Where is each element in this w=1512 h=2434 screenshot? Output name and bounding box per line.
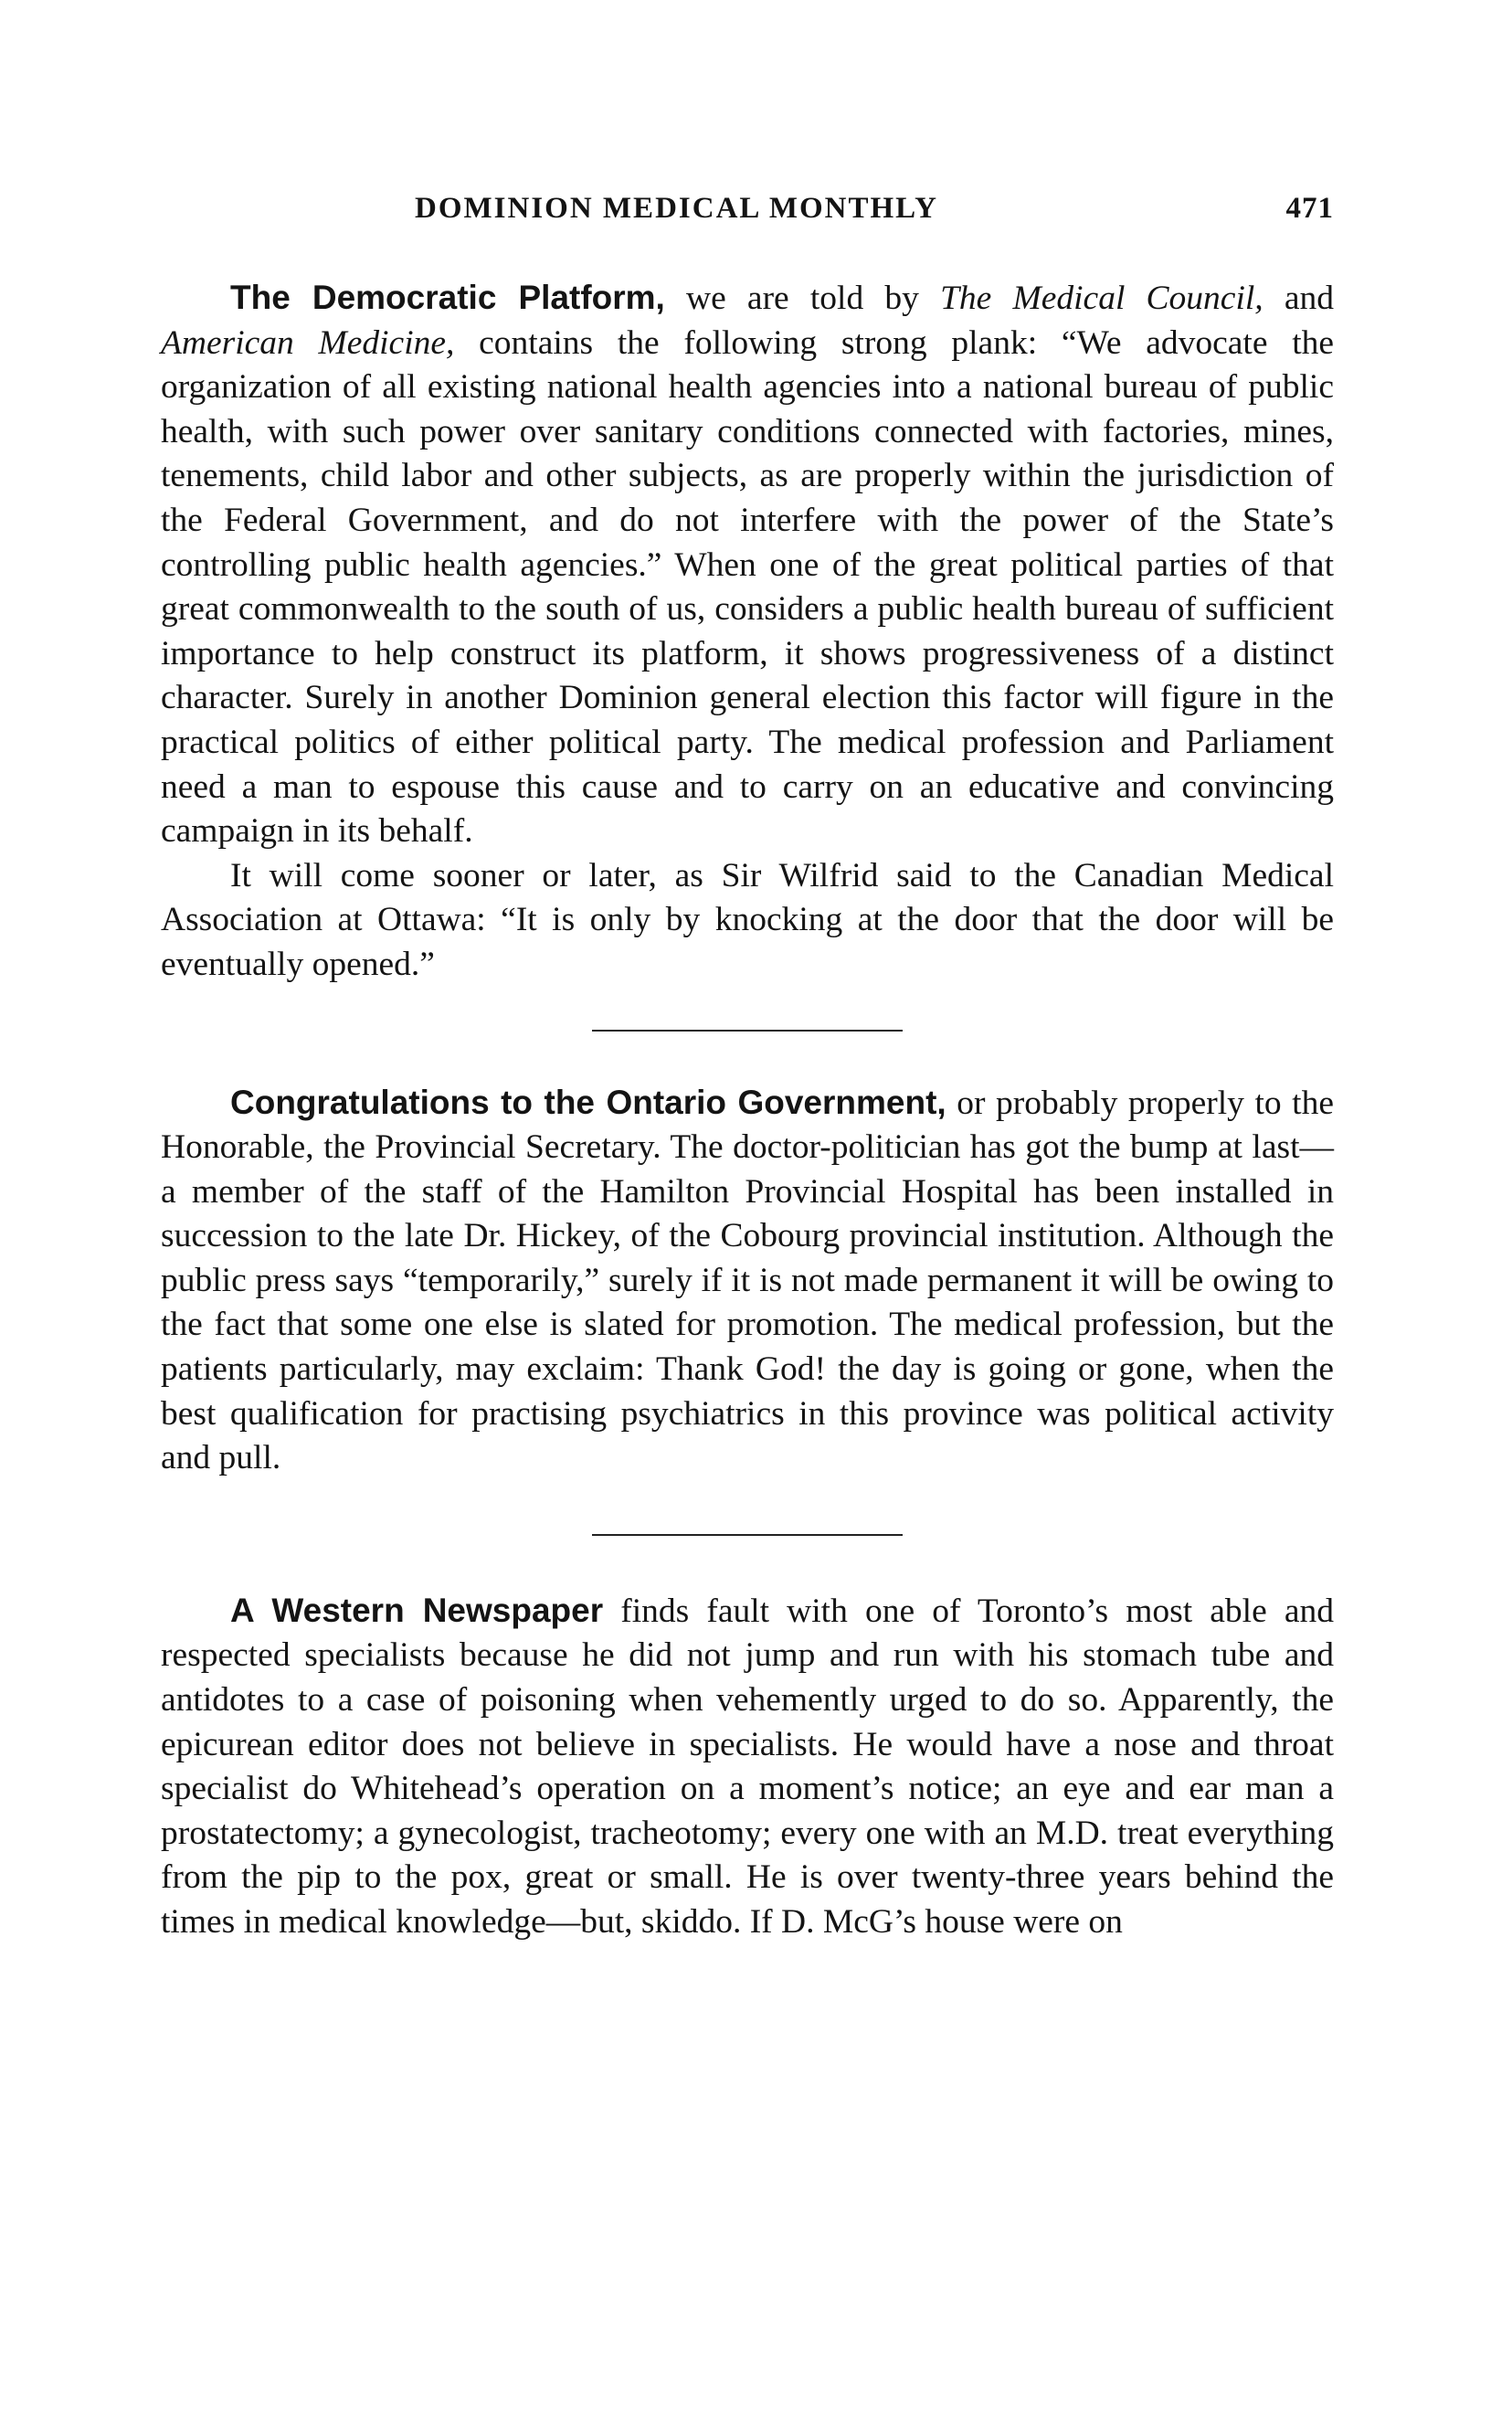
body-text: and [1263, 280, 1334, 317]
section-divider [592, 1030, 903, 1032]
body-text: finds fault with one of Toronto’s most able and respected specialists because he did not jump and run with his stomach tube and antidotes to a case of poisoning when vehemently urged to do so. Apparently, the epicurean editor does not believe in specialists. He would have a nose and throat specialist do Whitehead’s operation on a moment’s notice; an eye and ear man a prostatectomy; a gynecologist, tracheotomy; every one with an M.D. treat everything from the pip to the pox, great or small. He is over twenty-three years behind the times in medical knowledge—but, skiddo. If D. McG’s house were on [161, 1592, 1334, 1941]
body-text: we are told by [664, 280, 941, 317]
article-ontario-government [161, 1081, 1334, 1481]
page-number: 471 [1285, 192, 1334, 225]
article-paragraph [161, 276, 1334, 854]
article-heading: A Western Newspaper [230, 1591, 604, 1629]
article-heading: Congratulations to the Ontario Government, [230, 1083, 946, 1121]
body-text: or probably properly to the Honorable, the Provincial Secretary. The doctor-politician has got the bump at last—a member of the staff of the Hamilton Provincial Hospital has been installed in succession to the late Dr. Hickey, of the Cobourg provincial institution. Although the public press says “temporarily,” surely if it is not made permanent it will be owing to the fact that some one else is slated for promotion. The medical profession, but the patients particularly, may exclaim: Thank God! the day is going or gone, when the best qualification for practising psychiatrics in this province was political activity and pull. [161, 1084, 1334, 1477]
journal-title: The Medical Council, [940, 280, 1264, 317]
article-heading: The Democratic Platform, [230, 279, 665, 316]
running-head [161, 192, 1334, 247]
body-text: contains the following strong plank: “We advocate the organization of all existing national health agencies into a national bureau of public health, with such power over sanitary conditions connected with factories, mines, tenements, child labor and other subjects, as are properly within the jurisdiction of the Federal Government, and do not interfere with the power of the State’s controlling public health agencies.” When one of the great political parties of that great commonwealth to the south of us, considers a public health bureau of sufficient importance to help construct its platform, it shows progressiveness of a distinct character. Surely in another Dominion general election this factor will figure in the practical politics of either political party. The medical profession and Parliament need a man to espouse this cause and to carry on an educative and convincing campaign in its behalf. [161, 323, 1335, 851]
article-democratic-platform [161, 276, 1334, 988]
journal-page [161, 192, 1334, 1945]
section-divider [592, 1534, 903, 1536]
running-title: DOMINION MEDICAL MONTHLY [415, 192, 938, 225]
article-paragraph: It will come sooner or later, as Sir Wilfrid said to the Canadian Medical Association at Ottawa: “It is only by knocking at the door that the door will be eventually opened.” [161, 856, 1334, 983]
journal-title: American Medicine, [161, 323, 455, 362]
article-western-newspaper [161, 1589, 1334, 1945]
article-paragraph [161, 1081, 1334, 1481]
article-paragraph [161, 1589, 1334, 1945]
